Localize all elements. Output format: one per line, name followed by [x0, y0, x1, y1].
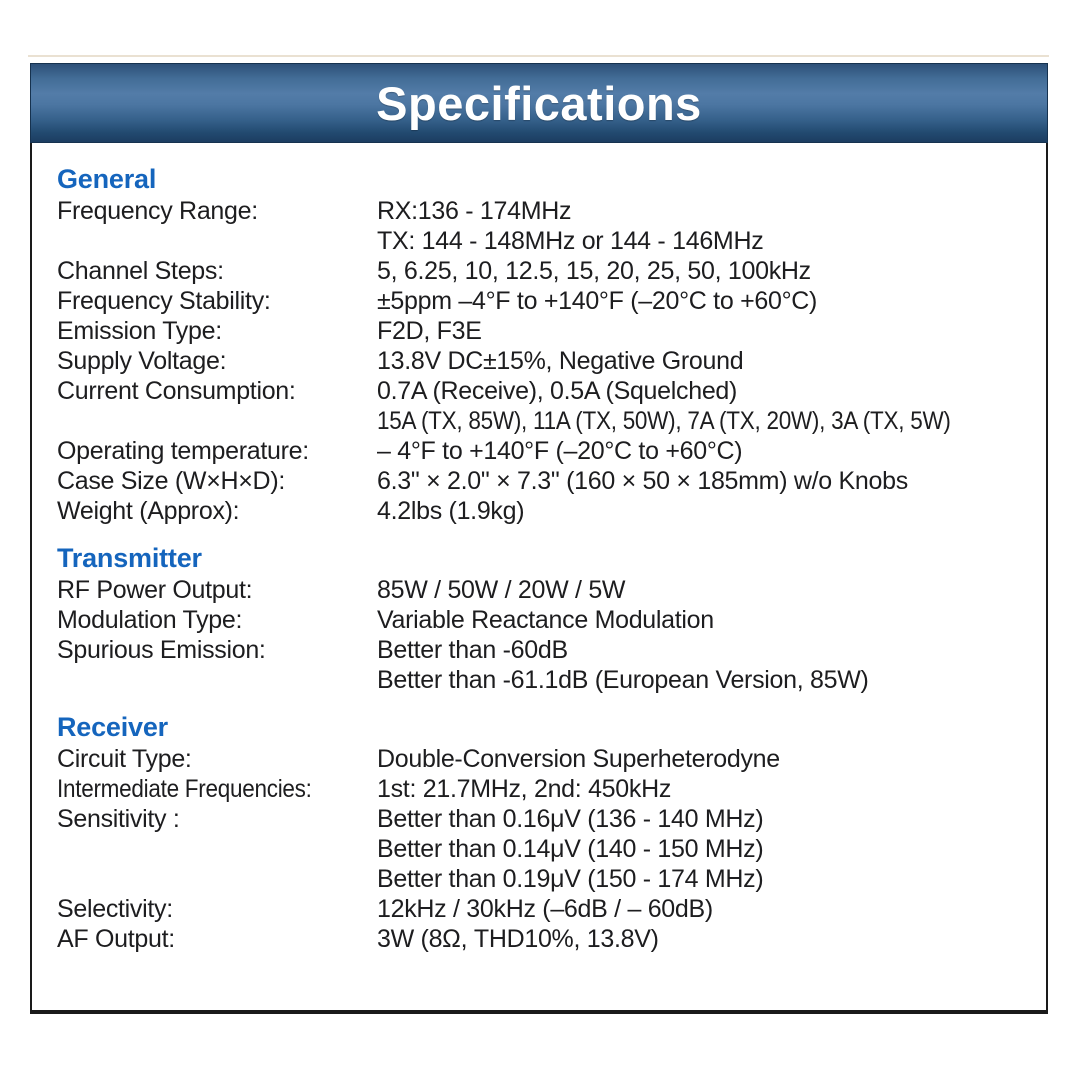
spec-label [32, 466, 377, 496]
spec-label-text: Selectivity: [57, 895, 173, 923]
spec-label [32, 834, 377, 864]
spec-value-text: Better than 0.16μV (136 - 140 MHz) [377, 805, 764, 833]
spec-value-text: 15A (TX, 85W), 11A (TX, 50W), 7A (TX, 20W), 3A (TX, 5W) [377, 407, 951, 435]
spec-row-line [32, 894, 1046, 924]
spec-label [32, 924, 377, 954]
specifications-body [30, 143, 1048, 1014]
spec-row-line [32, 226, 1046, 256]
spec-value [377, 804, 1046, 834]
spec-value-text: 5, 6.25, 10, 12.5, 15, 20, 25, 50, 100kHz [377, 257, 811, 285]
spec-row-line [32, 605, 1046, 635]
spec-label-text: Frequency Stability: [57, 287, 271, 315]
spec-label-text: RF Power Output: [57, 576, 253, 604]
spec-value [377, 575, 1046, 605]
spec-label-text: AF Output: [57, 925, 175, 953]
spec-value [377, 834, 1046, 864]
spec-value-text: 13.8V DC±15%, Negative Ground [377, 347, 744, 375]
spec-row-line [32, 466, 1046, 496]
spec-label-text: Channel Steps: [57, 257, 224, 285]
spec-label-text: Weight (Approx): [57, 497, 240, 525]
spec-label-text: Sensitivity : [57, 805, 180, 833]
spec-value-text: Better than 0.19μV (150 - 174 MHz) [377, 865, 764, 893]
spec-label-text: Case Size (W×H×D): [57, 467, 285, 495]
spec-label-text: Intermediate Frequencies: [57, 775, 312, 803]
spec-row-line [32, 575, 1046, 605]
spec-row-line [32, 804, 1046, 834]
spec-label-text: Current Consumption: [57, 377, 296, 405]
spec-value [377, 346, 1046, 376]
spec-value-text: 6.3" × 2.0" × 7.3" (160 × 50 × 185mm) w/o Knobs [377, 467, 908, 495]
spec-value [377, 406, 1046, 436]
spec-value-text: 4.2lbs (1.9kg) [377, 497, 525, 525]
spec-value [377, 744, 1046, 774]
spec-value-text: 12kHz / 30kHz (–6dB / – 60dB) [377, 895, 713, 923]
spec-value [377, 286, 1046, 316]
spec-row-line [32, 834, 1046, 864]
spec-value [377, 256, 1046, 286]
spec-row-line [32, 256, 1046, 286]
spec-row-line [32, 286, 1046, 316]
spec-row-line [32, 376, 1046, 406]
spec-value [377, 226, 1046, 256]
spec-row-line [32, 346, 1046, 376]
spec-label [32, 316, 377, 346]
spec-row-line [32, 436, 1046, 466]
spec-label [32, 286, 377, 316]
spec-label [32, 376, 377, 406]
spec-label [32, 864, 377, 894]
spec-label [32, 744, 377, 774]
spec-row-line [32, 665, 1046, 695]
spec-value-text: Better than -61.1dB (European Version, 85W) [377, 666, 869, 694]
section-heading-receiver: Receiver [57, 712, 168, 742]
top-divider-rule [28, 55, 1049, 57]
spec-value [377, 196, 1046, 226]
spec-value-text: 3W (8Ω, THD10%, 13.8V) [377, 925, 659, 953]
spec-row-line [32, 635, 1046, 665]
spec-value-text: 0.7A (Receive), 0.5A (Squelched) [377, 377, 738, 405]
spec-label [32, 635, 377, 665]
spec-label-text: Supply Voltage: [57, 347, 227, 375]
spec-value [377, 605, 1046, 635]
spec-label [32, 575, 377, 605]
spec-value [377, 665, 1046, 695]
spec-label [32, 256, 377, 286]
spec-row-line [32, 196, 1046, 226]
spec-value-text: Better than -60dB [377, 636, 568, 664]
spec-label-text: Modulation Type: [57, 606, 243, 634]
spec-label [32, 226, 377, 256]
spec-value-text: Double-Conversion Superheterodyne [377, 745, 780, 773]
spec-value-text: Variable Reactance Modulation [377, 606, 714, 634]
spec-value [377, 635, 1046, 665]
spec-value-text: ±5ppm –4°F to +140°F (–20°C to +60°C) [377, 287, 818, 315]
spec-value-text: RX:136 - 174MHz [377, 197, 572, 225]
spec-label [32, 605, 377, 635]
spec-label-text: Emission Type: [57, 317, 222, 345]
spec-value-text: 85W / 50W / 20W / 5W [377, 576, 626, 604]
spec-value-text: 1st: 21.7MHz, 2nd: 450kHz [377, 775, 672, 803]
section-heading-general: General [57, 164, 157, 194]
spec-value-text: – 4°F to +140°F (–20°C to +60°C) [377, 437, 743, 465]
spec-label-text: Frequency Range: [57, 197, 258, 225]
spec-label [32, 774, 377, 804]
spec-label [32, 436, 377, 466]
spec-label-text: Circuit Type: [57, 745, 192, 773]
spec-value [377, 376, 1046, 406]
spec-label-text: Spurious Emission: [57, 636, 266, 664]
spec-row-line [32, 406, 1046, 436]
spec-value [377, 466, 1046, 496]
spec-row-line [32, 744, 1046, 774]
spec-label [32, 196, 377, 226]
spec-value-text: Better than 0.14μV (140 - 150 MHz) [377, 835, 764, 863]
spec-label [32, 665, 377, 695]
section-heading-transmitter: Transmitter [57, 543, 202, 573]
spec-value [377, 316, 1046, 346]
spec-label [32, 346, 377, 376]
spec-label [32, 894, 377, 924]
spec-row-line [32, 774, 1046, 804]
spec-value-text: F2D, F3E [377, 317, 482, 345]
spec-value [377, 436, 1046, 466]
specifications-panel [30, 63, 1048, 1014]
spec-label [32, 804, 377, 834]
spec-row-line [32, 864, 1046, 894]
spec-label [32, 496, 377, 526]
spec-value [377, 496, 1046, 526]
spec-row-line [32, 496, 1046, 526]
spec-label [32, 406, 377, 436]
spec-value [377, 774, 1046, 804]
specifications-title: Specifications [376, 76, 702, 130]
spec-value [377, 864, 1046, 894]
spec-row-line [32, 924, 1046, 954]
spec-value [377, 924, 1046, 954]
spec-value [377, 894, 1046, 924]
spec-value-text: TX: 144 - 148MHz or 144 - 146MHz [377, 227, 764, 255]
spec-row-line [32, 316, 1046, 346]
spec-label-text: Operating temperature: [57, 437, 309, 465]
specifications-header-bar [30, 63, 1048, 143]
